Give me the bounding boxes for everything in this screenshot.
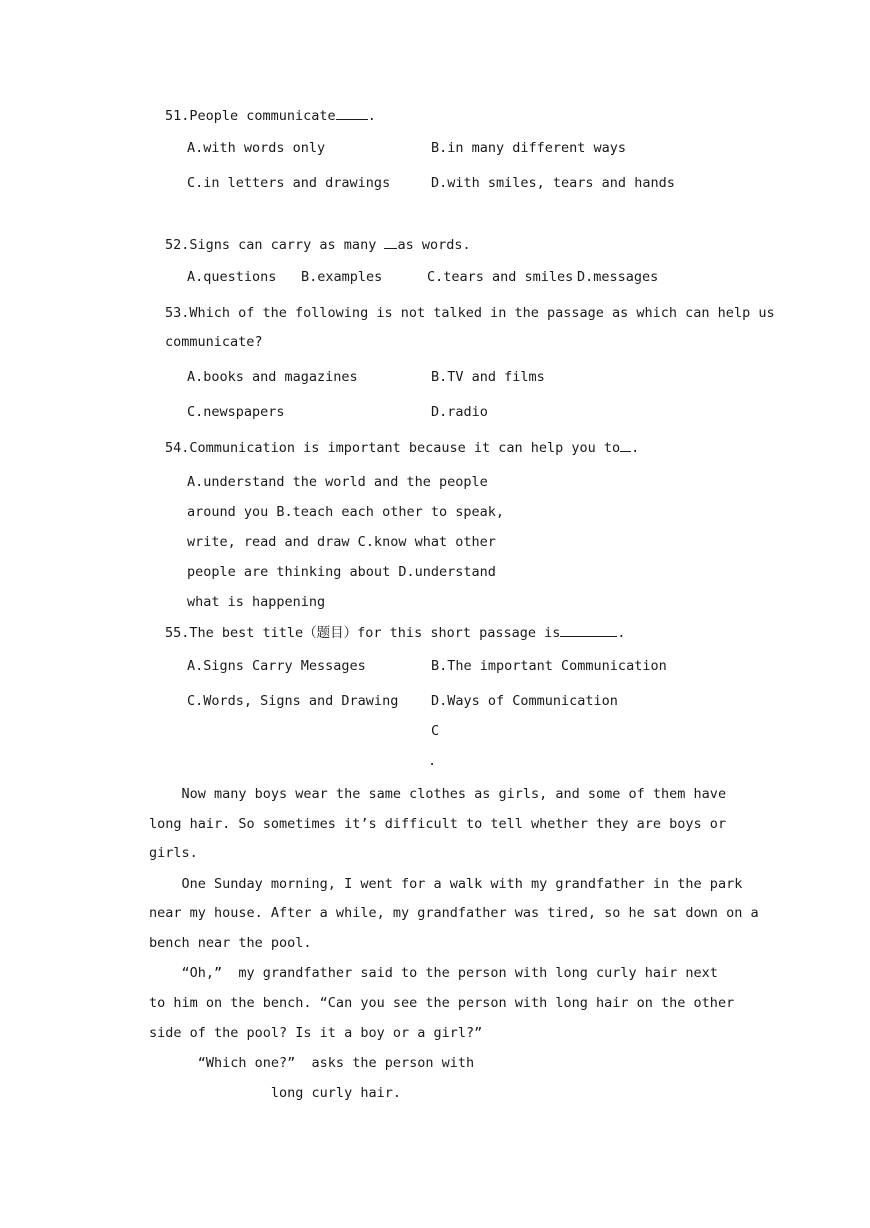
passage-line: to him on the bench. “Can you see the person with long hair on the other [149,995,735,1011]
q53-option-a: A.books and magazines [187,369,358,385]
answer-blank [336,106,368,120]
section-dot: . [428,753,437,769]
q51-option-a: A.with words only [187,140,326,156]
q54-options-line: around you B.teach each other to speak, [187,504,504,520]
passage-line: side of the pool? Is it a boy or a girl?” [149,1025,483,1041]
q51-stem: 51.People communicate . [165,108,376,124]
q53-option-d: D.radio [431,404,488,420]
passage-line: One Sunday morning, I went for a walk with my grandfather in the park [149,876,743,892]
q52-option-c: C.tears and smiles [427,269,574,285]
q51-option-b: B.in many different ways [431,140,627,156]
q52-stem: 52.Signs can carry as many as words. [165,237,471,253]
q55-option-d: D.Ways of Communication [431,693,618,709]
passage-line: “Which one?” asks the person with [149,1055,475,1071]
q51-option-c: C.in letters and drawings [187,175,391,191]
q52-option-b: B.examples [301,269,383,285]
passage-line: long hair. So sometimes it’s difficult to tell whether they are boys or [149,816,727,832]
q54-options-line: A.understand the world and the people [187,474,488,490]
answer-blank [620,438,631,452]
passage-line: long curly hair. [149,1085,401,1101]
q55-option-c: C.Words, Signs and Drawing [187,693,399,709]
q53-stem-line1: 53.Which of the following is not talked in the passage as which can help us [165,305,775,321]
q51-option-d: D.with smiles, tears and hands [431,175,675,191]
passage-line: near my house. After a while, my grandfather was tired, so he sat down on a [149,905,759,921]
q55-stem: 55.The best title（题目）for this short passage is . [165,625,626,641]
q55-option-a: A.Signs Carry Messages [187,658,366,674]
q53-stem-line2: communicate? [165,334,263,350]
passage-line: “Oh,” my grandfather said to the person with long curly hair next [149,965,718,981]
section-letter: C [431,723,440,739]
q54-options-line: what is happening [187,594,326,610]
answer-blank [384,235,397,249]
q53-option-c: C.newspapers [187,404,285,420]
q54-options-line: write, read and draw C.know what other [187,534,496,550]
q53-option-b: B.TV and films [431,369,545,385]
q52-option-a: A.questions [187,269,277,285]
passage-line: girls. [149,845,198,861]
q54-options-line: people are thinking about D.understand [187,564,496,580]
passage-line: bench near the pool. [149,935,312,951]
q55-option-b: B.The important Communication [431,658,667,674]
passage-line: Now many boys wear the same clothes as girls, and some of them have [149,786,727,802]
q54-stem: 54.Communication is important because it can help you to . [165,440,640,456]
q52-option-d: D.messages [577,269,659,285]
answer-blank [560,623,617,637]
